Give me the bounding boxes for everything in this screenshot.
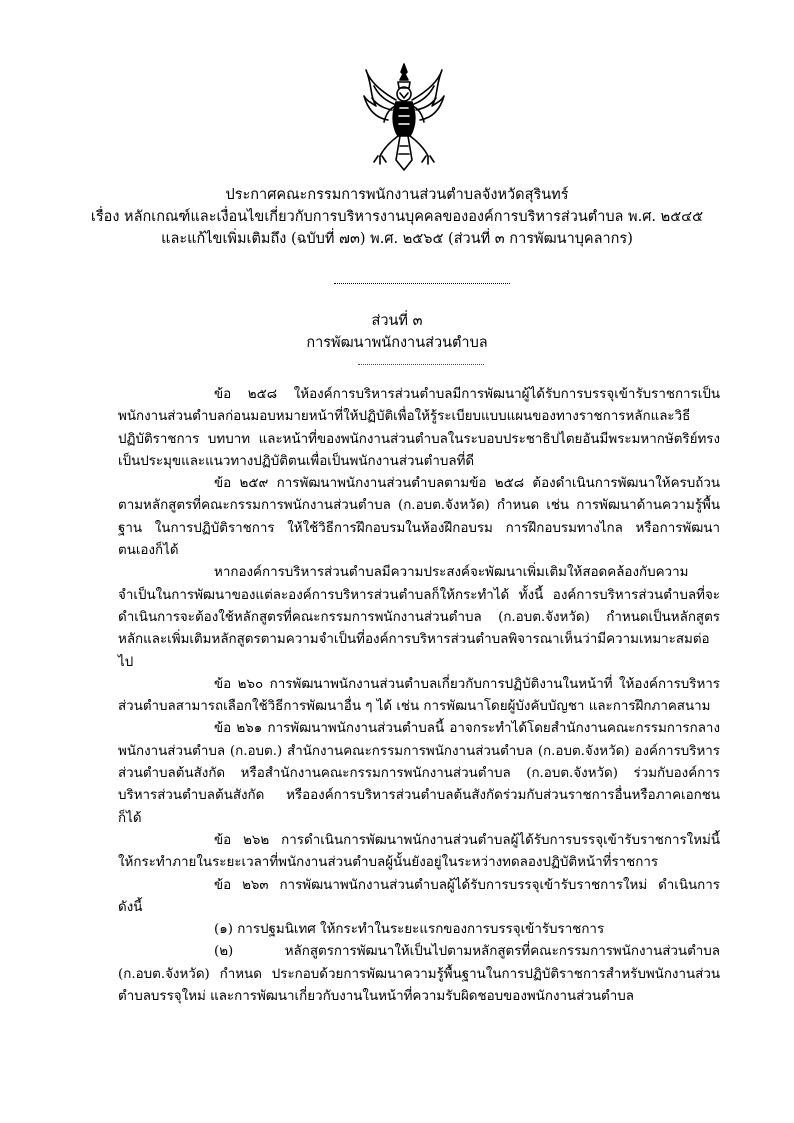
clause-259-paragraph-2: หากองค์การบริหารส่วนตำบลมีความประสงค์จะพัฒนาเพิ่มเติมให้สอดคล้องกับความจำเป็นในการพัฒนาของแต่ละองค์การบริหารส่วนตำบลก็ให้กระทำได้ ทั้งนี้ องค์การบริหารส่วนตำบลที่จะดำเนินการจะต้องใช้หลักสูตรที่คณะกรรมการพนักงานส่วนตำบล (ก.อบต.จังหวัด) กำหนดเป็นหลักสูตรหลักและเพิ่มเติมหลักสูตรตามความจำเป็นที่องค์การบริหารส่วนตำบลพิจารณาเห็นว่ามีความเหมาะสมต่อไป — [118, 565, 720, 670]
clause-260: ข้อ ๒๖๐ การพัฒนาพนักงานส่วนตำบลเกี่ยวกับการปฏิบัติงานในหน้าที่ ให้องค์การบริหารส่วนตำบลสามารถเลือกใช้วิธีการพัฒนาอื่น ๆ ได้ เช่น การพัฒนาโดยผู้บังคับบัญชา และการฝึกภาคสนาม — [118, 676, 720, 715]
dotted-divider — [334, 283, 510, 284]
announcement-subject: เรื่อง หลักเกณฑ์และเงื่อนไขเกี่ยวกับการบริหารงานบุคคลขององค์การบริหารส่วนตำบล พ.ศ. ๒๕๔๕ — [90, 209, 704, 225]
document-body — [118, 384, 720, 1008]
announcement-title: ประกาศคณะกรรมการพนักงานส่วนตำบลจังหวัดสุรินทร์ — [225, 187, 569, 203]
clause-259: ข้อ ๒๕๙ การพัฒนาพนักงานส่วนตำบลตามข้อ ๒๕๘ ต้องดำเนินการพัฒนาให้ครบถ้วนตามหลักสูตรที่คณะกรรมการพนักงานส่วนตำบล (ก.อบต.จังหวัด) กำหนด เช่น การพัฒนาด้านความรู้พื้นฐาน ในการปฏิบัติราชการ ให้ใช้วิธีการฝึกอบรมในห้องฝึกอบรม การฝึกอบรมทางไกล หรือการพัฒนาตนเองก็ได้ — [118, 476, 720, 559]
clause-263: ข้อ ๒๖๓ การพัฒนาพนักงานส่วนตำบลผู้ได้รับการบรรจุเข้ารับราชการใหม่ ดำเนินการ ดังนี้ — [118, 877, 720, 915]
clause-263-item-1: (๑) การปฐมนิเทศ ให้กระทำในระยะแรกของการบรรจุเข้ารับราชการ — [214, 922, 605, 938]
section-name: การพัฒนาพนักงานส่วนตำบล — [306, 335, 488, 351]
garuda-emblem-icon — [362, 62, 446, 172]
dotted-divider-small — [358, 364, 484, 365]
clause-263-item-2: (๒) หลักสูตรการพัฒนาให้เป็นไปตามหลักสูตรที่คณะกรรมการพนักงานส่วนตำบล (ก.อบต.จังหวัด) กำหนด ประกอบด้วยการพัฒนาความรู้พื้นฐานในการปฏิบัติราชการสำหรับพนักงานส่วนตำบลบรรจุใหม่ และการพัฒนาเกี่ยวกับงานในหน้าที่ความรับผิดชอบของพนักงานส่วนตำบล — [118, 944, 720, 1005]
announcement-amendment: และแก้ไขเพิ่มเติมถึง (ฉบับที่ ๗๓) พ.ศ. ๒๕๖๕ (ส่วนที่ ๓ การพัฒนาบุคลากร) — [161, 231, 633, 247]
section-number: ส่วนที่ ๓ — [371, 313, 423, 329]
clause-261: ข้อ ๒๖๑ การพัฒนาพนักงานส่วนตำบลนี้ อาจกระทำได้โดยสำนักงานคณะกรรมการกลางพนักงานส่วนตำบล (ก.อบต.) สำนักงานคณะกรรมการพนักงานส่วนตำบล (ก.อบต.จังหวัด) องค์การบริหารส่วนตำบลต้นสังกัด หรือสำนักงานคณะกรรมการพนักงานส่วนตำบล (ก.อบต.จังหวัด) ร่วมกับองค์การบริหารส่วนตำบลต้นสังกัด หรือองค์การบริหารส่วนตำบลต้นสังกัดร่วมกับส่วนราชการอื่นหรือภาคเอกชนก็ได้ — [118, 721, 720, 826]
clause-258: ข้อ ๒๕๘ ให้องค์การบริหารส่วนตำบลมีการพัฒนาผู้ได้รับการบรรจุเข้ารับราชการเป็นพนักงานส่วนตำบลก่อนมอบหมายหน้าที่ให้ปฏิบัติเพื่อให้รู้ระเบียบแบบแผนของทางราชการหลักและวิธีปฏิบัติราชการ บทบาท และหน้าที่ของพนักงานส่วนตำบลในระบอบประชาธิปไตยอันมีพระมหากษัตริย์ทรงเป็นประมุขและแนวทางปฏิบัติตนเพื่อเป็นพนักงานส่วนตำบลที่ดี — [118, 387, 720, 469]
clause-262: ข้อ ๒๖๒ การดำเนินการพัฒนาพนักงานส่วนตำบลผู้ได้รับการบรรจุเข้ารับราชการใหม่นี้ให้กระทำภายในระยะเวลาที่พนักงานส่วนตำบลผู้นั้นยังอยู่ในระหว่างทดลองปฏิบัติหน้าที่ราชการ — [118, 832, 720, 871]
